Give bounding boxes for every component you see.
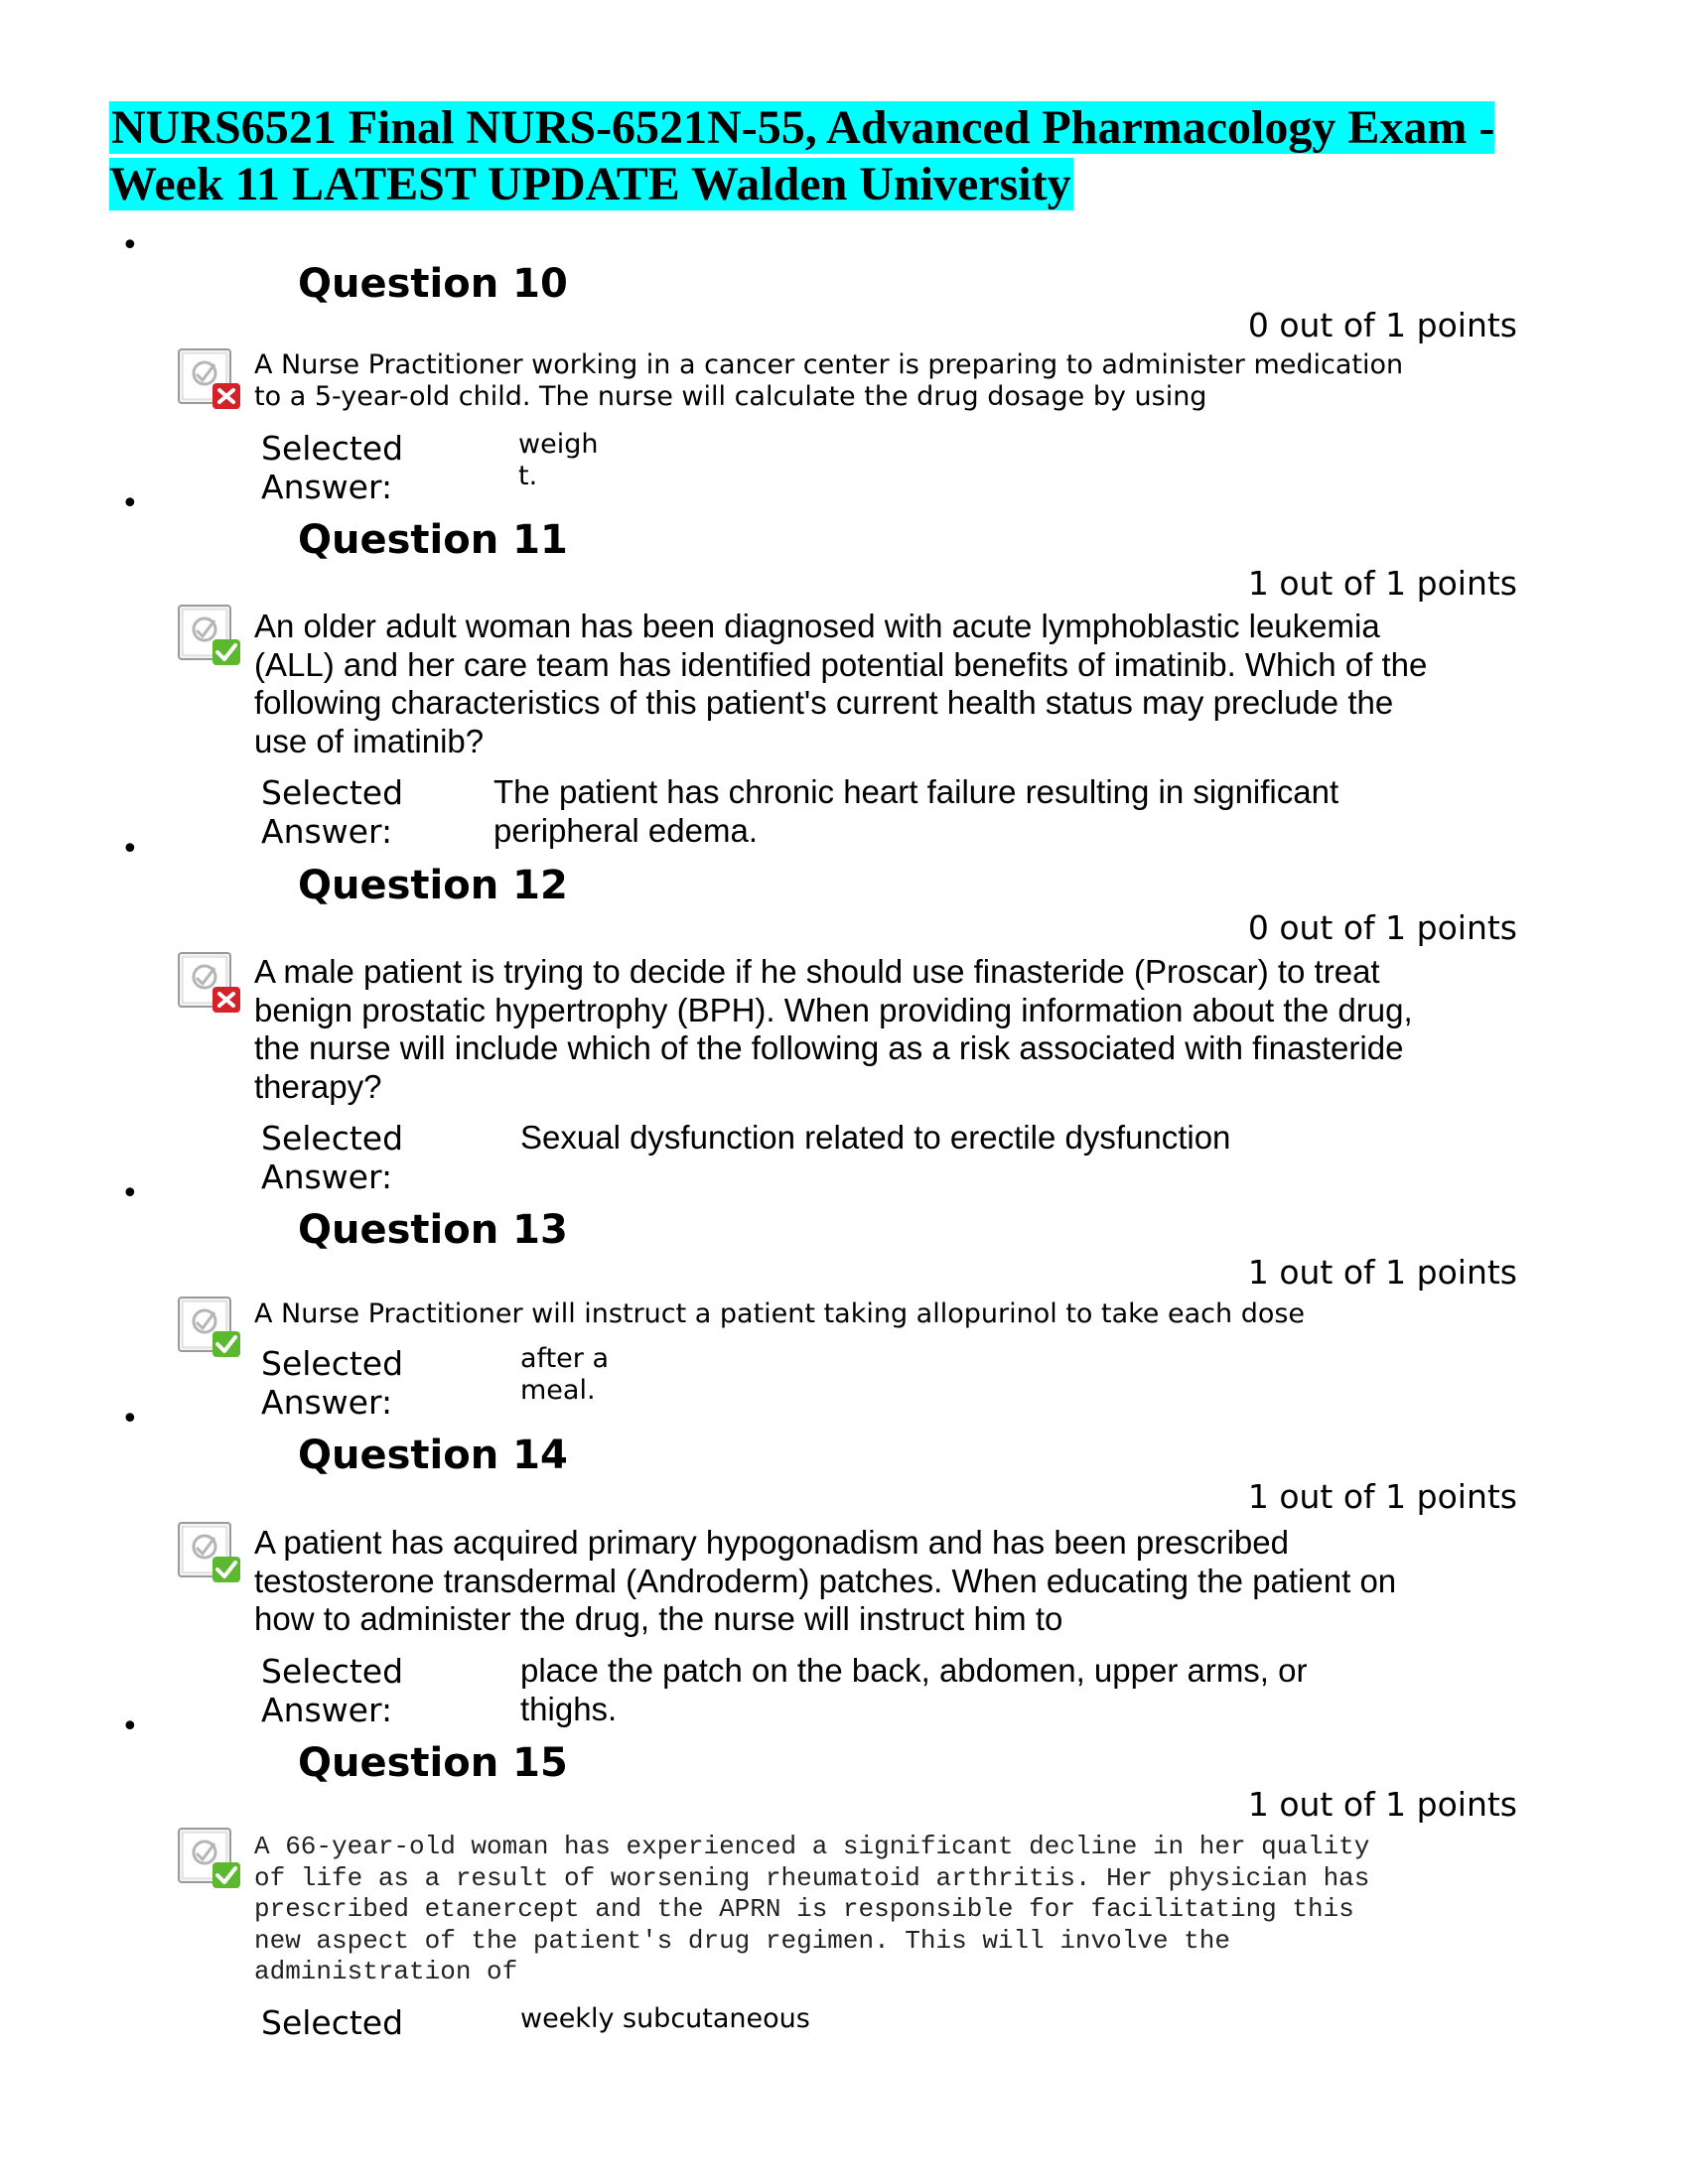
question-points: 0 out of 1 points [1247,306,1517,344]
question-heading: Question 13 [298,1207,568,1253]
bullet: • [121,228,139,263]
selected-answer-label: Selected [261,2003,404,2042]
correct-check-icon [175,1827,244,1890]
selected-answer-label: Selected Answer: [261,1119,404,1196]
question-text: A 66-year-old woman has experienced a significant decline in her quality of life as a result of worsening rheumatoid arthritis. Her physician has prescribed etanercept and the APRN is responsible for facilitating this new aspect of the patient's drug regimen. This will involve the administration of [254,1832,1370,1986]
correct-check-icon [175,1521,244,1584]
question-points: 0 out of 1 points [1247,908,1517,947]
page-title-text: NURS6521 Final NURS-6521N-55, Advanced Pharmacology Exam - Week 11 LATEST UPDATE Walden University [109,101,1495,210]
selected-answer: after a meal. [520,1343,610,1406]
question-points: 1 out of 1 points [1247,1477,1517,1516]
bullet: • [121,1402,139,1436]
question-heading: Question 15 [298,1740,568,1786]
bullet: • [121,832,139,867]
question-points: 1 out of 1 points [1247,564,1517,603]
correct-check-icon [175,1296,244,1359]
question-heading: Question 14 [298,1433,568,1478]
question-points: 1 out of 1 points [1247,1253,1517,1292]
incorrect-x-icon [175,951,244,1015]
bullet: • [121,1176,139,1211]
question-text: A Nurse Practitioner will instruct a patient taking allopurinol to take each dose [254,1298,1306,1329]
selected-answer-label: Selected Answer: [261,1344,404,1422]
question-heading: Question 11 [298,517,568,563]
question-text: A male patient is trying to decide if he should use finasteride (Proscar) to treat benign prostatic hypertrophy (BPH). When providing information about the drug, the nurse will include which of the following as a risk associated with finasteride therapy? [254,953,1413,1105]
question-text: A Nurse Practitioner working in a cancer center is preparing to administer medication to a 5-year-old child. The nurse will calculate the drug dosage by using [254,349,1404,412]
selected-answer: The patient has chronic heart failure resulting in significant peripheral edema. [493,773,1339,849]
page-title [109,99,1569,212]
question-text: A patient has acquired primary hypogonadism and has been prescribed testosterone transdermal (Androderm) patches. When educating the patient on how to administer the drug, the nurse will instruct him to [254,1524,1397,1637]
selected-answer: place the patch on the back, abdomen, upper arms, or thighs. [520,1652,1308,1727]
question-heading: Question 12 [298,863,568,908]
question-text: An older adult woman has been diagnosed with acute lymphoblastic leukemia (ALL) and her care team has identified potential benefits of imatinib. Which of the following characteristics of this patient's current health status may preclude the use of imatinib? [254,608,1428,759]
bullet: • [121,1709,139,1744]
selected-answer: weekly subcutaneous [520,2003,810,2034]
selected-answer: Sexual dysfunction related to erectile dysfunction [520,1119,1231,1156]
selected-answer-label: Selected Answer: [261,429,404,506]
selected-answer: weigh t. [518,429,599,491]
correct-check-icon [175,604,244,667]
incorrect-x-icon [175,347,244,411]
selected-answer-label: Selected Answer: [261,1652,404,1729]
bullet: • [121,486,139,521]
question-heading: Question 10 [298,261,568,307]
question-points: 1 out of 1 points [1247,1785,1517,1824]
selected-answer-label: Selected Answer: [261,773,404,851]
